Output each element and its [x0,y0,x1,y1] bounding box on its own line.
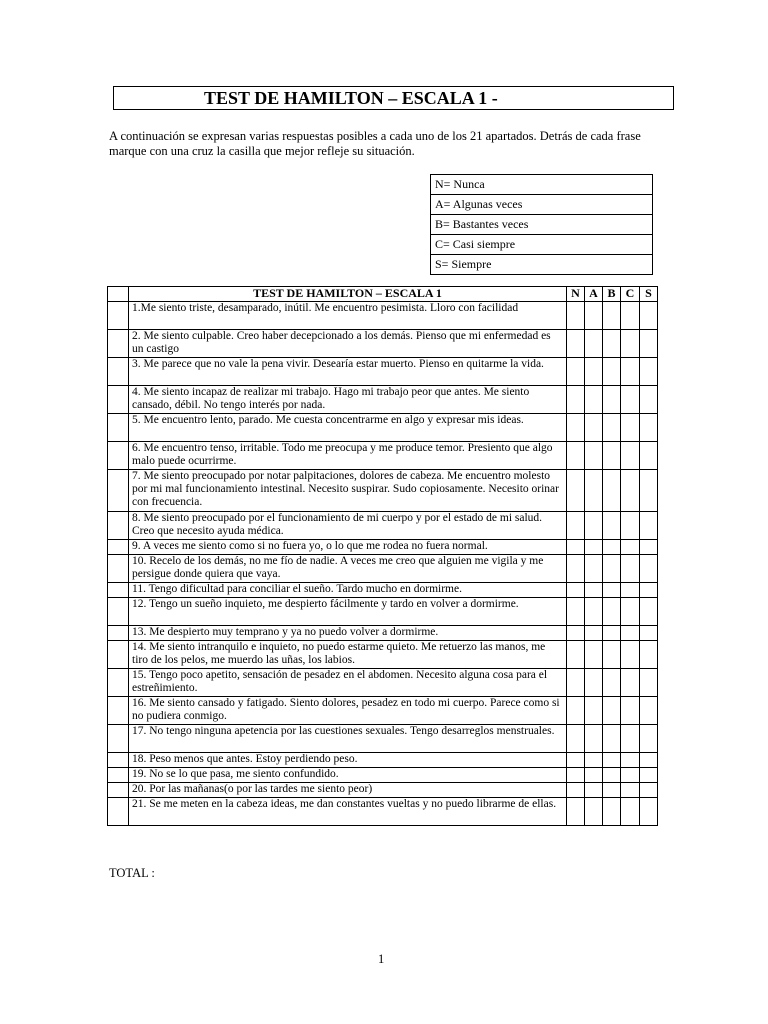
row-number-cell [108,768,129,783]
table-row [108,598,658,626]
row-number-cell [108,442,129,470]
answer-checkbox-cell[interactable] [621,470,640,512]
instructions-text: A continuación se expresan varias respuestas posibles a cada uno de los 21 apartados. Detrás de cada frase marque con una cruz la casilla que mejor refleje su situación. [109,129,641,158]
row-number-cell [108,386,129,414]
answer-checkbox-cell[interactable] [603,768,621,783]
answer-checkbox-cell[interactable] [621,386,640,414]
legend-row [431,235,653,255]
answer-checkbox-cell[interactable] [621,302,640,330]
answer-checkbox-cell[interactable] [603,442,621,470]
table-row [108,330,658,358]
answer-checkbox-cell[interactable] [640,583,658,598]
row-number-cell [108,753,129,768]
answer-checkbox-cell[interactable] [640,414,658,442]
legend-table [430,174,653,275]
question-text: 11. Tengo dificultad para conciliar el sueño. Tardo mucho en dormirme. [129,583,567,598]
answer-checkbox-cell[interactable] [621,442,640,470]
table-row [108,512,658,540]
table-row [108,697,658,725]
row-number-cell [108,783,129,798]
answer-checkbox-cell[interactable] [621,583,640,598]
answer-checkbox-cell[interactable] [603,753,621,768]
question-text: 10. Recelo de los demás, no me fío de nadie. A veces me creo que alguien me vigila y me persigue donde quiera que vaya. [129,555,567,583]
legend-row [431,175,653,195]
answer-checkbox-cell[interactable] [567,358,585,386]
question-text: 18. Peso menos que antes. Estoy perdiendo peso. [129,753,567,768]
answer-checkbox-cell[interactable] [585,626,603,641]
table-row [108,442,658,470]
answer-checkbox-cell[interactable] [621,725,640,753]
question-text: 12. Tengo un sueño inquieto, me despierto fácilmente y tardo en volver a dormirme. [129,598,567,626]
table-row [108,555,658,583]
page-title: TEST DE HAMILTON – ESCALA 1 - [204,88,498,108]
answer-checkbox-cell[interactable] [640,598,658,626]
answer-checkbox-cell[interactable] [567,753,585,768]
legend-row [431,195,653,215]
row-number-cell [108,512,129,540]
question-text: 21. Se me meten en la cabeza ideas, me dan constantes vueltas y no puedo librarme de ellas. [129,798,567,826]
legend-item: A= Algunas veces [431,195,653,215]
answer-checkbox-cell[interactable] [567,725,585,753]
row-number-cell [108,798,129,826]
answer-checkbox-cell[interactable] [585,442,603,470]
answer-checkbox-cell[interactable] [640,470,658,512]
answer-checkbox-cell[interactable] [621,512,640,540]
answer-column-header: S [640,287,658,302]
legend-item: S= Siempre [431,255,653,275]
answer-checkbox-cell[interactable] [567,414,585,442]
answer-checkbox-cell[interactable] [621,669,640,697]
table-row [108,358,658,386]
table-row [108,386,658,414]
answer-checkbox-cell[interactable] [567,442,585,470]
answer-checkbox-cell[interactable] [621,697,640,725]
legend-item: C= Casi siempre [431,235,653,255]
table-row [108,798,658,826]
answer-checkbox-cell[interactable] [603,540,621,555]
answer-checkbox-cell[interactable] [621,330,640,358]
row-number-cell [108,583,129,598]
answer-checkbox-cell[interactable] [603,358,621,386]
answer-checkbox-cell[interactable] [640,386,658,414]
answer-checkbox-cell[interactable] [567,697,585,725]
answer-checkbox-cell[interactable] [640,768,658,783]
answer-checkbox-cell[interactable] [640,302,658,330]
table-header-title: TEST DE HAMILTON – ESCALA 1 [129,287,567,302]
answer-checkbox-cell[interactable] [640,626,658,641]
answer-checkbox-cell[interactable] [603,669,621,697]
answer-checkbox-cell[interactable] [640,725,658,753]
answer-checkbox-cell[interactable] [567,641,585,669]
row-number-cell [108,555,129,583]
row-number-cell [108,470,129,512]
answer-checkbox-cell[interactable] [567,386,585,414]
answer-checkbox-cell[interactable] [585,753,603,768]
answer-checkbox-cell[interactable] [567,470,585,512]
table-row [108,768,658,783]
answer-checkbox-cell[interactable] [640,641,658,669]
legend-row [431,255,653,275]
page-number: 1 [378,952,385,966]
question-text: 14. Me siento intranquilo e inquieto, no puedo estarme quieto. Me retuerzo las manos, me tiro de los pelos, me muerdo las uñas, los labios. [129,641,567,669]
table-row [108,626,658,641]
question-text: 19. No se lo que pasa, me siento confundido. [129,768,567,783]
answer-checkbox-cell[interactable] [603,798,621,826]
answer-column-header: A [585,287,603,302]
row-number-cell [108,598,129,626]
answer-column-header: N [567,287,585,302]
answer-checkbox-cell[interactable] [567,798,585,826]
question-text: 15. Tengo poco apetito, sensación de pesadez en el abdomen. Necesito alguna cosa para el estreñimiento. [129,669,567,697]
answer-checkbox-cell[interactable] [567,330,585,358]
answer-checkbox-cell[interactable] [603,725,621,753]
legend-row [431,215,653,235]
answer-checkbox-cell[interactable] [621,540,640,555]
answer-checkbox-cell[interactable] [640,442,658,470]
question-text: 17. No tengo ninguna apetencia por las cuestiones sexuales. Tengo desarreglos menstruales. [129,725,567,753]
answer-checkbox-cell[interactable] [585,768,603,783]
question-text: 6. Me encuentro tenso, irritable. Todo me preocupa y me produce temor. Presiento que algo malo puede ocurrirme. [129,442,567,470]
table-row [108,669,658,697]
answer-checkbox-cell[interactable] [640,669,658,697]
answer-checkbox-cell[interactable] [567,783,585,798]
answer-checkbox-cell[interactable] [603,783,621,798]
table-row [108,302,658,330]
row-number-cell [108,697,129,725]
answer-checkbox-cell[interactable] [621,798,640,826]
answer-checkbox-cell[interactable] [621,768,640,783]
total-label: TOTAL : [109,866,155,880]
answer-checkbox-cell[interactable] [585,512,603,540]
answer-checkbox-cell[interactable] [640,697,658,725]
table-row [108,753,658,768]
answer-checkbox-cell[interactable] [603,555,621,583]
table-row [108,414,658,442]
answer-checkbox-cell[interactable] [585,330,603,358]
answer-checkbox-cell[interactable] [585,358,603,386]
answer-checkbox-cell[interactable] [585,386,603,414]
answer-checkbox-cell[interactable] [585,697,603,725]
answer-checkbox-cell[interactable] [640,555,658,583]
question-text: 2. Me siento culpable. Creo haber decepcionado a los demás. Pienso que mi enfermedad es un castigo [129,330,567,358]
answer-checkbox-cell[interactable] [567,302,585,330]
answer-checkbox-cell[interactable] [585,598,603,626]
table-row [108,641,658,669]
question-text: 20. Por las mañanas(o por las tardes me siento peor) [129,783,567,798]
answer-checkbox-cell[interactable] [567,626,585,641]
table-row [108,540,658,555]
question-text: 13. Me despierto muy temprano y ya no puedo volver a dormirme. [129,626,567,641]
answer-checkbox-cell[interactable] [603,330,621,358]
answer-checkbox-cell[interactable] [603,302,621,330]
legend-item: B= Bastantes veces [431,215,653,235]
answer-checkbox-cell[interactable] [567,598,585,626]
answer-checkbox-cell[interactable] [621,414,640,442]
answer-checkbox-cell[interactable] [585,555,603,583]
answer-checkbox-cell[interactable] [640,798,658,826]
legend-item: N= Nunca [431,175,653,195]
row-number-cell [108,358,129,386]
row-number-cell [108,330,129,358]
answer-checkbox-cell[interactable] [585,414,603,442]
answer-checkbox-cell[interactable] [621,358,640,386]
question-text: 1.Me siento triste, desamparado, inútil. Me encuentro pesimista. Lloro con facilidad [129,302,567,330]
answer-checkbox-cell[interactable] [585,725,603,753]
answer-checkbox-cell[interactable] [603,414,621,442]
answer-checkbox-cell[interactable] [585,798,603,826]
answer-checkbox-cell[interactable] [585,783,603,798]
row-number-cell [108,414,129,442]
question-text: 9. A veces me siento como si no fuera yo, o lo que me rodea no fuera normal. [129,540,567,555]
table-row [108,583,658,598]
answer-checkbox-cell[interactable] [621,626,640,641]
answer-checkbox-cell[interactable] [640,330,658,358]
answer-checkbox-cell[interactable] [567,669,585,697]
table-row [108,725,658,753]
answer-checkbox-cell[interactable] [585,540,603,555]
question-text: 7. Me siento preocupado por notar palpitaciones, dolores de cabeza. Me encuentro molesto por mi mal funcionamiento intestinal. Necesito suspirar. Sudo copiosamente. Necesito orinar con frecuencia. [129,470,567,512]
answer-checkbox-cell[interactable] [640,512,658,540]
questionnaire-table [107,286,658,826]
answer-checkbox-cell[interactable] [603,697,621,725]
answer-checkbox-cell[interactable] [567,555,585,583]
row-number-cell [108,302,129,330]
question-text: 3. Me parece que no vale la pena vivir. Desearía estar muerto. Pienso en quitarme la vida. [129,358,567,386]
question-text: 5. Me encuentro lento, parado. Me cuesta concentrarme en algo y expresar mis ideas. [129,414,567,442]
question-text: 4. Me siento incapaz de realizar mi trabajo. Hago mi trabajo peor que antes. Me siento cansado, débil. No tengo interés por nada. [129,386,567,414]
answer-checkbox-cell[interactable] [585,583,603,598]
answer-checkbox-cell[interactable] [621,753,640,768]
answer-column-header: B [603,287,621,302]
question-text: 8. Me siento preocupado por el funcionamiento de mi cuerpo y por el estado de mi salud. Creo que necesito ayuda médica. [129,512,567,540]
answer-checkbox-cell[interactable] [585,302,603,330]
answer-checkbox-cell[interactable] [603,626,621,641]
answer-checkbox-cell[interactable] [621,783,640,798]
answer-checkbox-cell[interactable] [640,753,658,768]
answer-checkbox-cell[interactable] [585,669,603,697]
answer-checkbox-cell[interactable] [603,470,621,512]
answer-checkbox-cell[interactable] [621,598,640,626]
answer-checkbox-cell[interactable] [621,641,640,669]
row-number-cell [108,725,129,753]
answer-checkbox-cell[interactable] [603,386,621,414]
answer-checkbox-cell[interactable] [621,555,640,583]
answer-checkbox-cell[interactable] [640,358,658,386]
answer-checkbox-cell[interactable] [603,583,621,598]
row-number-cell [108,540,129,555]
answer-checkbox-cell[interactable] [603,641,621,669]
row-number-header [108,287,129,302]
answer-checkbox-cell[interactable] [603,512,621,540]
answer-checkbox-cell[interactable] [567,583,585,598]
answer-checkbox-cell[interactable] [567,512,585,540]
row-number-cell [108,626,129,641]
title-box [113,86,674,110]
answer-checkbox-cell[interactable] [585,641,603,669]
question-text: 16. Me siento cansado y fatigado. Siento dolores, pesadez en todo mi cuerpo. Parece como si no pudiera conmigo. [129,697,567,725]
answer-checkbox-cell[interactable] [640,540,658,555]
table-row [108,783,658,798]
answer-checkbox-cell[interactable] [567,540,585,555]
answer-checkbox-cell[interactable] [567,768,585,783]
answer-checkbox-cell[interactable] [640,783,658,798]
answer-checkbox-cell[interactable] [603,598,621,626]
table-row [108,470,658,512]
answer-checkbox-cell[interactable] [585,470,603,512]
answer-column-header: C [621,287,640,302]
row-number-cell [108,641,129,669]
row-number-cell [108,669,129,697]
